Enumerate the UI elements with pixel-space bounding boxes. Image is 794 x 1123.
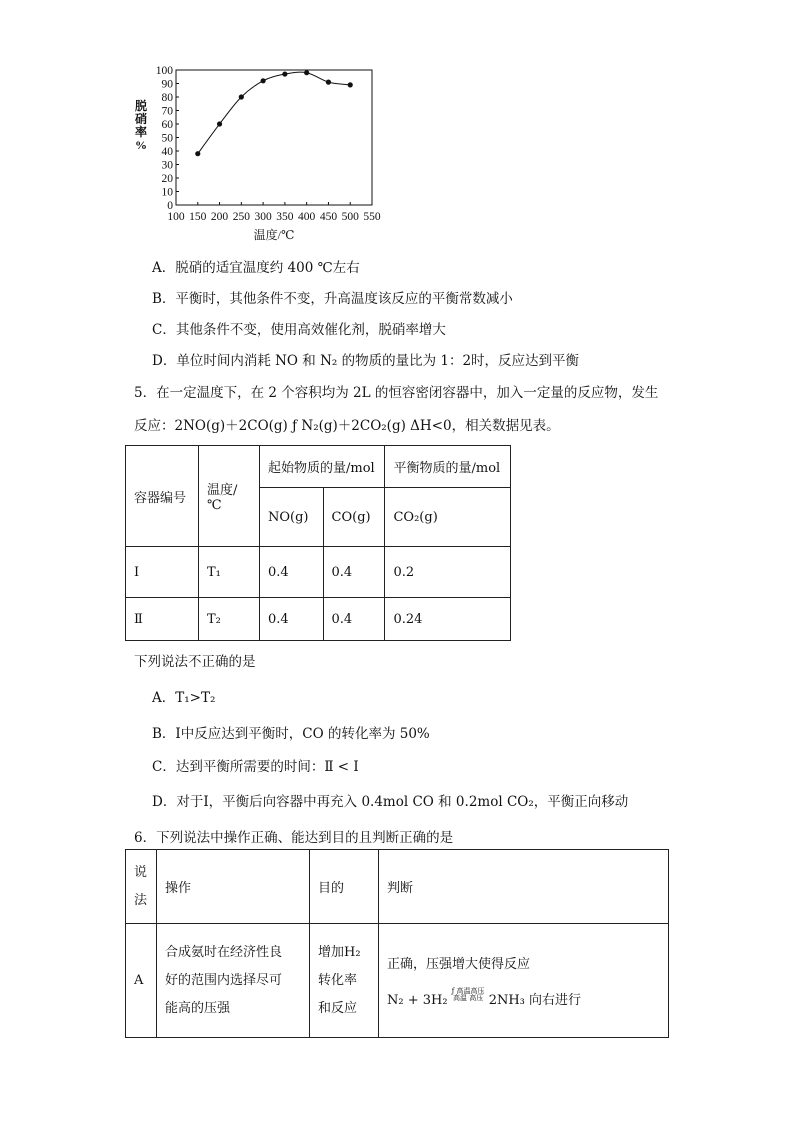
q5-option-c: C．达到平衡所需要的时间：Ⅱ < Ⅰ [152, 759, 359, 775]
q5-data-table [125, 445, 511, 641]
eq-cond-top: ƒ 高温高压 [451, 987, 485, 995]
th-container-id: 容器编号 [126, 446, 199, 547]
cell-no: 0.4 [260, 598, 324, 641]
x-tick-label: 350 [276, 211, 294, 223]
eq-cond-bottom: 高温 高压 [453, 994, 484, 1002]
eq-right: 2NH₃ 向右进行 [488, 993, 582, 1008]
x-tick-label: 300 [254, 211, 272, 223]
eq-conditions [452, 988, 485, 1002]
cell-id: Ⅰ [126, 547, 199, 598]
y-tick-label: 60 [161, 119, 173, 131]
data-point [348, 82, 353, 87]
th-statement [126, 850, 157, 924]
op-line: 能高的压强 [165, 1000, 231, 1016]
row-a-goal [310, 924, 379, 1038]
th-goal: 目的 [310, 850, 379, 924]
judge-line: 正确，压强增大使得反应 [387, 957, 531, 972]
x-tick-label: 100 [167, 211, 185, 223]
op-line: 合成氨时在经济性良 [165, 944, 283, 960]
q5-option-d: D．对于Ⅰ，平衡后向容器中再充入 0.4mol CO 和 0.2mol CO₂，平衡正向移动 [152, 794, 629, 810]
y-tick-label: 10 [161, 186, 173, 199]
table-row [126, 598, 511, 641]
y-tick-label: 80 [161, 92, 173, 104]
cell-no: 0.4 [260, 547, 324, 598]
y-axis-label-char: 率 [134, 125, 148, 139]
op-line: 好的范围内选择尽可 [165, 972, 283, 988]
data-point [304, 70, 309, 75]
denitration-rate-chart [126, 58, 396, 243]
th-operation: 操作 [157, 850, 310, 924]
y-tick-label: 40 [161, 146, 173, 158]
x-tick-label: 200 [210, 211, 229, 223]
row-a-operation [157, 924, 310, 1038]
y-tick-label: 90 [161, 78, 173, 91]
plot-frame [176, 70, 372, 205]
q5-option-a: A．T₁>T₂ [152, 690, 216, 706]
q4-option-c: C．其他条件不变，使用高效催化剂，脱硝率增大 [152, 322, 446, 338]
cell-co2: 0.24 [385, 598, 511, 641]
cell-temp: T₂ [199, 598, 260, 641]
data-point [326, 80, 331, 85]
y-tick-label: 0 [167, 200, 173, 212]
cell-co: 0.4 [323, 598, 385, 641]
q4-option-a: A．脱硝的适宜温度约 400 ℃左右 [152, 260, 360, 276]
y-tick-label: 100 [155, 65, 173, 77]
th-co: CO(g) [323, 488, 385, 547]
x-tick-label: 500 [341, 211, 359, 223]
row-a-label: A [126, 924, 157, 1038]
data-point [217, 121, 222, 126]
y-tick-label: 20 [161, 173, 173, 185]
x-tick-label: 450 [319, 211, 338, 223]
data-point [239, 94, 244, 99]
q6-stem: 6．下列说法中操作正确、能达到目的且判断正确的是 [134, 830, 454, 846]
data-point [282, 71, 287, 76]
q4-option-d: D．单位时间内消耗 NO 和 N₂ 的物质的量比为 1：2时，反应达到平衡 [152, 353, 580, 369]
y-axis-label-char: % [135, 138, 147, 152]
x-axis-label: 温度/℃ [253, 228, 295, 242]
goal-line: 转化率 [318, 972, 358, 988]
y-axis-label-char: 脱 [134, 99, 148, 113]
y-tick-label: 50 [161, 132, 173, 145]
q4-option-b: B．平衡时，其他条件不变，升高温度该反应的平衡常数减小 [152, 291, 513, 307]
cell-co: 0.4 [323, 547, 385, 598]
judge-equation [387, 988, 660, 1008]
x-tick-label: 550 [363, 211, 381, 223]
data-point [195, 151, 200, 156]
cell-co2: 0.2 [385, 547, 511, 598]
th-statement-1: 说 [134, 864, 148, 880]
th-equilibrium-amount: 平衡物质的量/mol [385, 446, 511, 488]
th-initial-amount: 起始物质的量/mol [260, 446, 385, 488]
table-row [126, 924, 669, 1038]
y-tick-label: 70 [161, 105, 173, 118]
cell-id: Ⅱ [126, 598, 199, 641]
q5-stem-line2: 反应：2NO(g)＋2CO(g) ƒ N₂(g)＋2CO₂(g) ΔH<0，相关数据见表。 [134, 418, 560, 434]
x-tick-label: 400 [298, 211, 316, 223]
th-judgement: 判断 [379, 850, 669, 924]
x-tick-label: 250 [232, 211, 250, 223]
eq-left: N₂ + 3H₂ [387, 993, 448, 1008]
data-point [261, 78, 266, 83]
th-statement-2: 法 [134, 892, 148, 908]
y-tick-label: 30 [161, 159, 173, 172]
table-row [126, 547, 511, 598]
th-temperature: 温度/℃ [199, 446, 260, 547]
th-co2: CO₂(g) [385, 488, 511, 547]
goal-line: 和反应 [318, 1000, 358, 1016]
th-no: NO(g) [260, 488, 324, 547]
cell-temp: T₁ [199, 547, 260, 598]
y-axis-label-char: 硝 [134, 112, 148, 126]
q5-option-b: B．Ⅰ中反应达到平衡时，CO 的转化率为 50% [152, 726, 430, 742]
x-tick-label: 150 [189, 211, 207, 223]
row-a-judgement [379, 924, 669, 1038]
q5-stem-line1: 5．在一定温度下，在 2 个容积均为 2L 的恒容密闭容器中，加入一定量的反应物，发生 [134, 385, 659, 401]
q5-prompt: 下列说法不正确的是 [134, 654, 256, 670]
q6-table [125, 849, 669, 1038]
goal-line: 增加H₂ [318, 944, 361, 960]
